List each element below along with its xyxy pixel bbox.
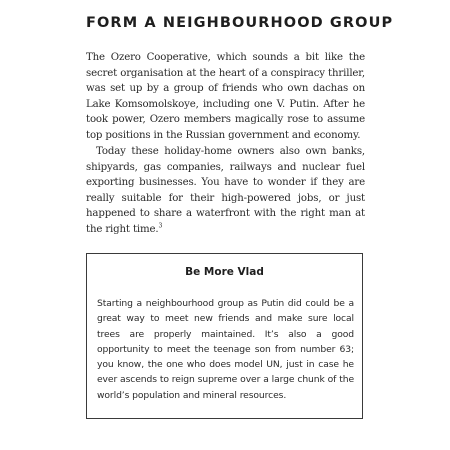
paragraph-2-text: Today these holiday-home owners also own banks, shipyards, gas companies, railways and nuclear fuel exporting businesses. You have to wonder if they are really suitable for their high-powered jobs, or just happened to share a waterfront with the right man at the right time. <box>86 146 365 235</box>
sidebar-box-text: Starting a neighbourhood group as Putin did could be a great way to meet new friends and make sure local trees are properly maintained. It’s also a good opportunity to meet the teenage son from number 63; you know, the one who does model UN, just in case he ever ascends to reign supreme over a large chunk of the world’s population and mineral resources. <box>97 298 354 401</box>
footnote-marker[interactable]: 3 <box>158 222 163 230</box>
sidebar-box <box>86 253 363 419</box>
body-paragraph-1 <box>86 50 365 144</box>
section-heading: FORM A NEIGHBOURHOOD GROUP <box>86 15 394 31</box>
paragraph-1-text: The Ozero Cooperative, which sounds a bit like the secret organisation at the heart of a conspiracy thriller, was set up by a group of friends who own dachas on Lake Komsomolskoye, including one V. Putin. After he took power, Ozero members magically rose to assume top positions in the Russian government and economy. <box>86 52 365 141</box>
sidebar-box-title: Be More Vlad <box>185 266 264 278</box>
body-paragraph-2 <box>86 144 365 238</box>
